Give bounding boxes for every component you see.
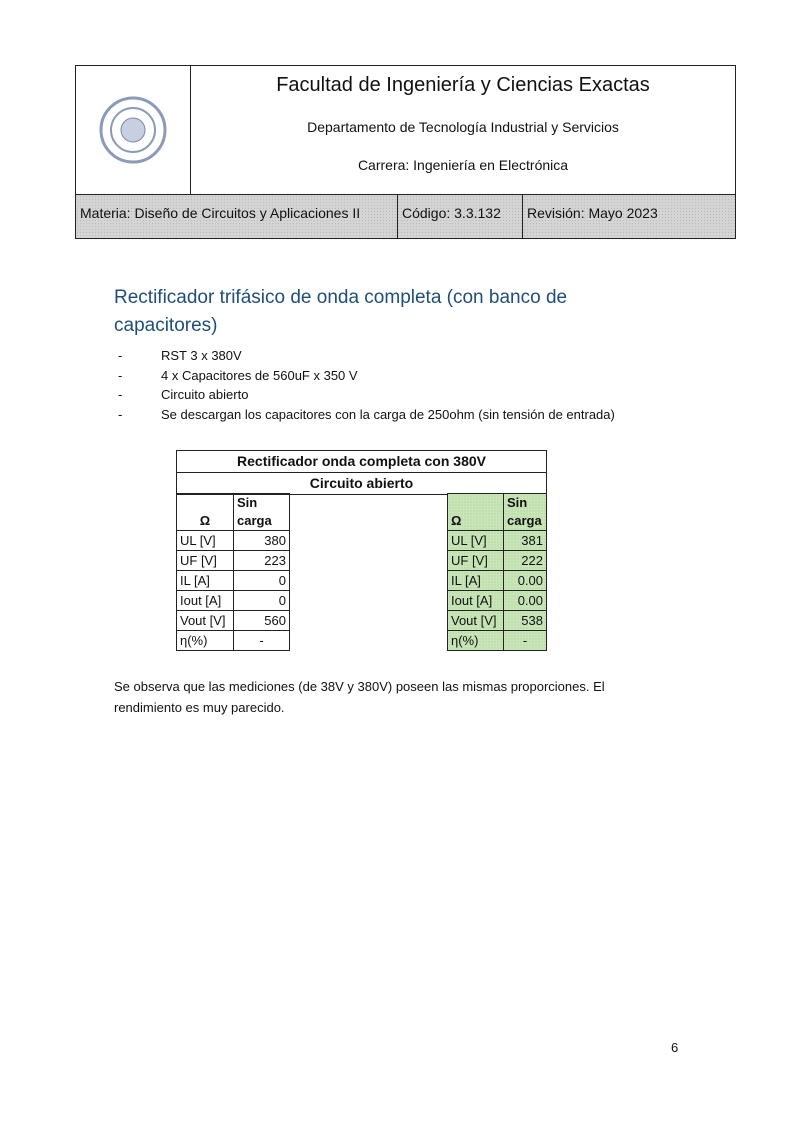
header-cell: Sin carga	[504, 494, 547, 531]
row-value: 0.00	[504, 591, 547, 611]
faculty-title: Facultad de Ingeniería y Ciencias Exactas	[276, 74, 650, 96]
row-label: UL [V]	[177, 531, 234, 551]
row-value: 560	[234, 611, 290, 631]
career-title: Carrera: Ingeniería en Electrónica	[357, 157, 569, 173]
row-value: 223	[234, 551, 290, 571]
row-value: 222	[504, 551, 547, 571]
row-value: 380	[234, 531, 290, 551]
row-label: IL [A]	[448, 571, 504, 591]
header-cell: Ω	[448, 494, 504, 531]
row-value: 0	[234, 571, 290, 591]
header-cell: Ω	[177, 494, 234, 531]
code-cell: Código: 3.3.132	[398, 195, 523, 238]
row-value: 0	[234, 591, 290, 611]
table-row	[448, 611, 547, 631]
table-title-block	[176, 450, 547, 495]
conclusion-paragraph: Se observa que las mediciones (de 38V y 380V) poseen las mismas proporciones. El rendimiento es muy parecido.	[114, 679, 605, 715]
table-row	[177, 631, 290, 651]
row-label: IL [A]	[177, 571, 234, 591]
row-value: -	[234, 631, 290, 651]
document-header	[75, 65, 736, 239]
row-label: η(%)	[177, 631, 234, 651]
row-label: Vout [V]	[448, 611, 504, 631]
row-value: 538	[504, 611, 547, 631]
section-title: Rectificador trifásico de onda completa (con banco de capacitores)	[114, 287, 568, 336]
row-value: -	[504, 631, 547, 651]
table-row	[448, 631, 547, 651]
row-label: Vout [V]	[177, 611, 234, 631]
list-item: - Se descargan los capacitores con la carga de 250ohm (sin tensión de entrada)	[118, 405, 615, 425]
list-item: - Circuito abierto	[118, 385, 615, 405]
table-row	[177, 591, 290, 611]
table-row	[448, 531, 547, 551]
row-label: UF [V]	[448, 551, 504, 571]
row-value: 381	[504, 531, 547, 551]
table-subtitle: Circuito abierto	[177, 472, 546, 494]
table-row	[177, 611, 290, 631]
table-row	[177, 531, 290, 551]
row-label: Iout [A]	[177, 591, 234, 611]
table-row	[448, 571, 547, 591]
header-cell: Sin carga	[234, 494, 290, 531]
table-row	[448, 591, 547, 611]
list-item: - 4 x Capacitores de 560uF x 350 V	[118, 366, 615, 386]
row-label: η(%)	[448, 631, 504, 651]
revision-cell: Revisión: Mayo 2023	[527, 205, 658, 221]
table-row	[448, 551, 547, 571]
list-item: - RST 3 x 380V	[118, 346, 615, 366]
left-measurement-table	[176, 493, 290, 651]
bullet-list	[118, 346, 615, 424]
department-title: Departamento de Tecnología Industrial y Servicios	[307, 119, 619, 135]
page-number: 6	[671, 1040, 679, 1055]
row-label: UL [V]	[448, 531, 504, 551]
row-value: 0.00	[504, 571, 547, 591]
university-seal-logo	[76, 66, 191, 194]
right-measurement-table	[447, 493, 547, 651]
row-label: UF [V]	[177, 551, 234, 571]
row-label: Iout [A]	[448, 591, 504, 611]
table-row	[177, 551, 290, 571]
table-row	[177, 571, 290, 591]
table-title: Rectificador onda completa con 380V	[237, 453, 486, 469]
subject-cell: Materia: Diseño de Circuitos y Aplicaciones II	[76, 195, 398, 238]
